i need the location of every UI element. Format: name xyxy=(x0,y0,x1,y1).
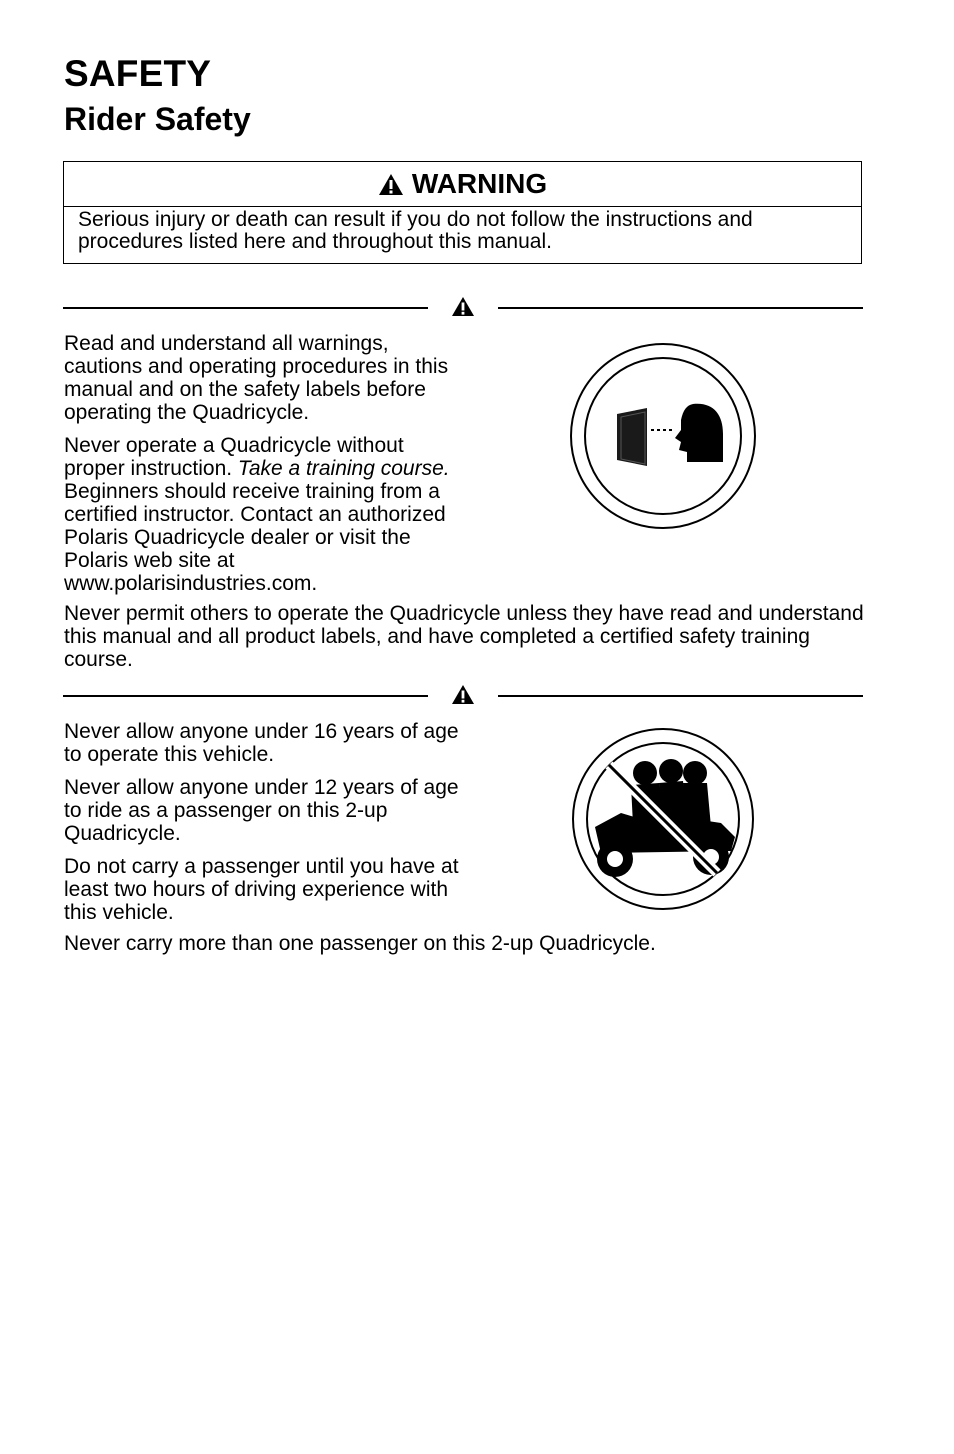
section1-full-text xyxy=(64,602,864,681)
paragraph: Do not carry a passenger until you have at least two hours of driving experience with this vehicle. xyxy=(64,855,459,924)
paragraph: Never allow anyone under 12 years of age to ride as a passenger on this 2-up Quadricycle. xyxy=(64,776,459,845)
paragraph: Never permit others to operate the Quadricycle unless they have read and understand this manual and all product labels, and have completed a certified safety training course. xyxy=(64,602,864,671)
warning-box xyxy=(63,161,862,264)
warning-triangle-icon xyxy=(451,296,475,317)
section-divider xyxy=(63,296,863,320)
section-divider xyxy=(63,684,863,708)
warning-triangle-icon xyxy=(378,173,404,196)
page-title: SAFETY xyxy=(64,53,212,94)
paragraph: Read and understand all warnings, cautions and operating procedures in this manual and on the safety labels before operating the Quadricycle. xyxy=(64,332,449,424)
paragraph: Never carry more than one passenger on this 2-up Quadricycle. xyxy=(64,932,656,955)
warning-text: Serious injury or death can result if you do not follow the instructions and procedures listed here and throughout this manual. xyxy=(78,208,753,253)
section1-text xyxy=(64,332,459,605)
paragraph: Never allow anyone under 16 years of age to operate this vehicle. xyxy=(64,720,459,766)
section2-full-text xyxy=(64,932,864,965)
warning-label: WARNING xyxy=(411,168,548,199)
section2-text xyxy=(64,720,459,934)
read-manual-icon xyxy=(569,342,757,530)
section-title: Rider Safety xyxy=(64,101,251,137)
warning-header xyxy=(64,162,861,207)
paragraph: Never operate a Quadricycle without proper instruction. Take a training course. Beginners should receive training from a certified instructor. Contact an authorized Polaris Quadricycle dealer or visit the Polaris web site at www.polarisindustries.com. xyxy=(64,434,450,595)
no-extra-passengers-icon xyxy=(571,727,755,911)
warning-triangle-icon xyxy=(451,684,475,705)
